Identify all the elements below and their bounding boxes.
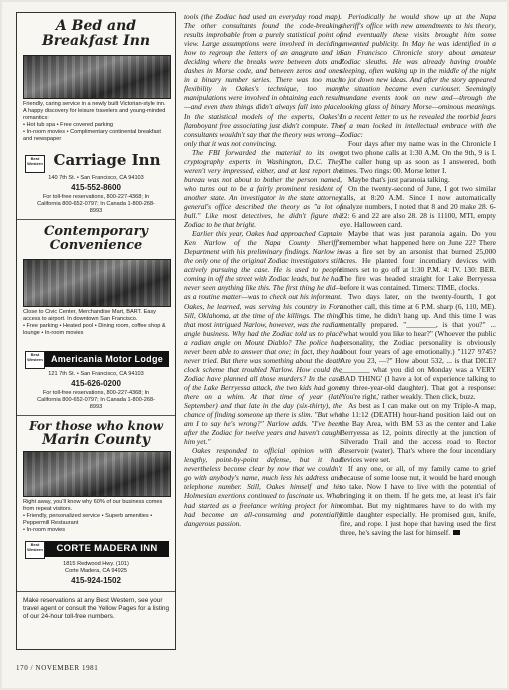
marin-body [23,499,169,534]
corte-address-2: Corte Madera, CA 94925 [65,568,127,574]
dining-room-photo [23,259,171,307]
divider [17,219,175,220]
bed-breakfast-description: Friendly, caring service in a newly built Victorian-style inn. A happy discovery for leisure travelers and young-minded romantics: [23,101,166,121]
article-paragraph: Periodically he would show up at the Napa sheriff's office with new amendments to his theory, and eventually these visits brought him some unwanted publicity. In May he was identified in a San Francisco Chronicle story about amateur Zodiac sleuths. He was already having trouble sleeping, often waking up in the middle of the night to jot down new ideas. And after the story appeared the situation became even curiouser. Seemingly mundane events took on new and—through the looking glass of binary Morse—ominous meanings. In a recent letter to us he revealed the morbid fears of a man locked in intellectual embrace with the Zodiac: [340,12,496,139]
letter-paragraph [340,464,496,536]
marin-title-line2: Marin County [42,431,150,448]
bed-breakfast-title [23,19,169,48]
corte-madera-name: CORTE MADERA INN [45,541,169,557]
article-column-2 [184,12,342,528]
marin-bullet: • Friendly, personalized service • Superb amenities • Peppermill Restaurant [23,513,153,526]
article-paragraph: tools (the Zodiac had used an everyday road map). The other consultants found the code-breaking results improbable from a purely statistical point of view. Large assumptions were involved in deciding how to regroup the letters of an anagram and in deciding where the breaks were between dots and dashes in Morse code, and between zeros and ones in a binary number series. There was too much flexibility in Oakes's technique, too many manipulations were involved in obtaining each result—and even then things didn't always fall into place. In the statistical models of the experts, Oakes's flamboyant free associating just didn't compute. The consultants wouldn't say that the theory was wrong—only that it was not convincing. [184,12,342,148]
carriage-inn-name: Carriage Inn [53,151,161,169]
contemporary-title [23,225,169,252]
americania-address: 121 7th St. • San Francisco, CA 94103 [48,371,144,377]
letter-paragraph: Two days later, on the twenty-fourth, I got another call, this time at 6 P.M. sharp (6, 110, ME). This time, he didn't hang up. And this time I was mentally prepared. "________, is that you?" ... "what would you like to hear?" (Whoever the public personality, the Zodiac personality is obviously about four years of age emotionally.) "1127 9745? Are you 23, —?" How about 532, ... is that DICE? ________ what you did on Monday was a VERY BAD THING' (I have a lot of experience talking to my three-year-old daughter). That got a response: 'You're right,' rather weakly. Then click, buzz. [340,292,496,401]
article-paragraph: Oakes responded to official opinion with a lengthy, point-by-point defense, but it had nevertheless become clear by now that we couldn't go with anybody's name, much less his address and telephone number. Still, Oakes himself and his Holmesian exertions continued to fascinate us. What had started as a freelance writing project for him had become an all-consuming and potentially dangerous passion. [184,446,342,528]
marin-bullet: • In-room movies [23,527,66,533]
reservation-note: Make reservations at any Best Western, see your travel agent or consult the Yellow Pages for a listing of our 24-hour toll-free numbers. [23,597,170,620]
best-western-logo: Best Western [25,155,45,173]
best-western-logo: Best Western [25,541,45,559]
article-paragraph: Earlier this year, Oakes had approached Captain Ken Narlow of the Napa County Sheriff's Department with his preliminary findings. Narlow is the only one of the original Zodiac investigators still actively pursuing the case. He is used to people coming in off the street with Zodiac leads, but he had never seen anything like this. The first thing he did—as a routine matter—was to check out his informant. Oakes, he learned, was serving his country in Fort Sill, Oklahoma, at the time of the killings. The thing that most intrigued Narlow, however, was the radian angle business. Why had the Zodiac told us to place a radian angle on Mount Diablo? The police had never been able to answer that one; in fact, they had never tried. But there was something about the death clock scheme that troubled Narlow. How could the Zodiac have planned all those murders? In the case of the Lake Berryessa attack, the two kids had gone there on a whim. At that time of year (late September) and that late in the day (six-thirty), the chance of finding someone up there is slim. "But who am I to say he's wrong?" Narlow adds. "I've been after the Zodiac for twelve years and haven't caught him yet." [184,229,342,447]
inn-photo [23,55,171,99]
letter-paragraph: Maybe that was just paranoia again. Do you remember what happened here on June 22? There was a fire set by an arsonist that burned 25,000 acres. He planted four incendiary devices with timers set to go off at 1:30 P.M. 4: IV. 130: BER. The fire was headed straight for Lake Berryessa before it was contained. Timers: TIME, clocks. [340,229,496,293]
americania-phone: 415-626-0200 [71,379,121,388]
end-mark-icon [453,530,460,535]
best-western-logo: Best Western [25,351,45,369]
contemporary-description: Close to Civic Center, Merchandise Mart, BART. Easy access to airport. In downtown San Francisco. [23,309,156,322]
divider [17,591,175,592]
corte-address-1: 1815 Redwood Hwy. (101) [63,561,129,567]
carriage-toll-free: For toll-free reservations, 800-227-4368; In California 800-652-0797; In Canada 1-800-268-8993 [37,194,155,214]
divider [17,415,175,416]
magazine-page [2,2,507,688]
marin-title [23,420,169,447]
carriage-address: 140 7th St. • San Francisco, CA 94103 [48,175,144,181]
page-footer: 170 / NOVEMBER 1981 [16,664,99,672]
letter-paragraph: On the twenty-second of June, I got two similar calls, at 8:20 A.M. Since I now automatically analyze numbers, I noted that 8 and 20 make 28. 6-22: 6 and 22 are also 28. 28 is 11100, MTI, empty eye. Halloween card. [340,183,496,230]
letter-paragraph: Four days after my name was in the Chronicle I got two phone calls at 1:30 A.M. On the 9th, 9 is I. The caller hung up as soon as I answered, both times. Two rings: 00. Morse letter I. [340,138,496,175]
article-column-3 [340,12,496,537]
bed-breakfast-body [23,101,169,143]
contemporary-body [23,309,169,337]
bed-breakfast-title-line1: A Bed and [55,18,137,34]
marin-description: Right away, you'll know why 60% of our business comes from repeat visitors. [23,499,163,512]
contemporary-title-line1: Contemporary [44,224,148,239]
pool-photo [23,451,171,497]
bed-breakfast-title-line2: Breakfast Inn [41,32,151,49]
letter-paragraph: Maybe that's just paranoia talking. [348,174,450,184]
letter-closing: If any one, or all, of my family came to grief because of some loose nut, it would be hard enough to take. Now I have to live with the potential of bringing it on them. If he gets me, at least it's fair combat. But my nightmares have to do with my little daughter especially. He promised gun, knife, fire, and rope. I just hope that having used the first three, he's saving the last for himself. [340,464,496,537]
article-paragraph: The FBI forwarded the material to its own cryptography experts in Washington, D.C. They weren't very impressed, either, and at last report the bureau was not about to bother the person named, who turns out to be a fairly prominent resident of another state. An investigator in the state attorney general's office described the theory as "a lot of bull." Like most detectives, he didn't figure the Zodiac to be that bright. [184,147,342,230]
americania-name: Americania Motor Lodge [45,351,169,367]
bed-breakfast-bullet: • Hot tub spa • Free covered parking [23,122,114,128]
contemporary-title-line2: Convenience [49,237,143,253]
carriage-phone: 415-552-8600 [71,183,121,192]
bed-breakfast-bullet: • In-room movies • Complimentary continental breakfast and newspaper [23,129,161,142]
letter-paragraph: As best as I can make out on my Triple-A map, the 11:12 (DEATH) hour-hand position laid out on the Bay Area, with BM 53 as the center and Lake Berryessa as 12, points directly at the junction of Silverado Trail and the access road to Rector Reservoir (water). That's where the four incendiary devices were set. [340,401,496,465]
contemporary-amenities: • Free parking • Heated pool • Dining room, coffee shop & lounge • In-room movies [23,323,166,336]
advertisement-column [16,12,176,650]
americania-toll-free: For toll-free reservations, 800-227-4368; In California 800-652-0797; In Canada 1-800-268-8993 [37,390,155,410]
corte-phone: 415-924-1502 [71,576,121,585]
marin-title-line1: For those who know [29,419,163,433]
